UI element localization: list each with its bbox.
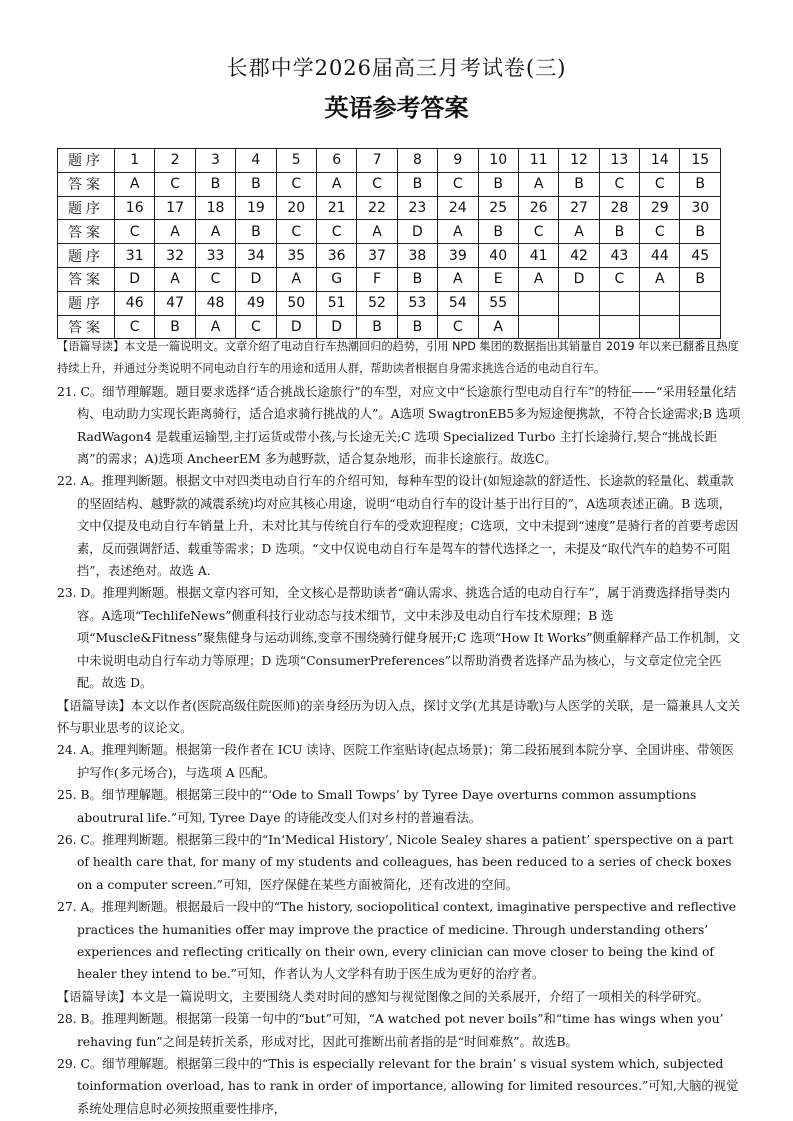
answer-cell: D: [316, 315, 356, 339]
row-label-answer: 答案: [58, 315, 115, 339]
answer-cell: C: [316, 220, 356, 244]
answer-cell: B: [155, 315, 195, 339]
question-number-cell: 3: [195, 149, 235, 173]
question-number-cell: 21: [316, 196, 356, 220]
question-number-cell: 32: [155, 244, 195, 268]
question-number-cell: 20: [276, 196, 316, 220]
question-number-cell: 2: [155, 149, 195, 173]
answer-cell: B: [680, 267, 721, 291]
row-label-question: 题序: [58, 244, 115, 268]
answer-row: [58, 220, 721, 244]
answer-cell: B: [599, 220, 639, 244]
exam-title: 长郡中学2026届高三月考试卷(三): [226, 56, 567, 80]
passage-guide-1: 【语篇导读】本文是一篇说明文。文章介绍了电动自行车热潮回归的趋势，引用 NPD 集团的数据指出其销量自 2019 年以来已翻番且热度持续上升，并通过分类说明不同电动自行车的用途和适用人群，帮助读者根据自身需求挑选合适的电动自行车。: [57, 340, 739, 376]
explanation-28: 28. B。推理判断题。根据第一段第一句中的“but”可知，“A watched pot never boils”和“time has wings when you’ rehaving fun”之间是转折关系，形成对比，因此可推断出前者指的是“时间难熬”。故选B。: [57, 1012, 724, 1049]
answer-cell: B: [680, 172, 721, 196]
question-number-cell: 42: [559, 244, 599, 268]
answer-cell: B: [357, 315, 397, 339]
question-number-cell: 55: [478, 291, 518, 315]
question-number-cell: [640, 291, 680, 315]
answer-cell: B: [559, 172, 599, 196]
question-number-cell: [680, 291, 721, 315]
answer-cell: B: [397, 172, 437, 196]
explanation-26: 26. C。推理判断题。根据第三段中的“In‘Medical History’, Nicole Sealey shares a patient’ sperspective on a part of health care that, for many of my students and colleagues, has been reduced to a series of check boxes on a computer screen.”可知，医疗保健在某些方面被简化，还有改进的空间。: [57, 832, 734, 892]
answer-cell: C: [357, 172, 397, 196]
answer-cell: C: [195, 267, 235, 291]
question-number-cell: 28: [599, 196, 639, 220]
answer-key-title: 英语参考答案: [324, 94, 469, 122]
answer-cell: B: [397, 315, 437, 339]
question-number-cell: 41: [518, 244, 558, 268]
question-number-cell: 7: [357, 149, 397, 173]
answer-cell: C: [599, 172, 639, 196]
answer-cell: D: [276, 315, 316, 339]
question-number-cell: 34: [236, 244, 276, 268]
question-number-cell: 14: [640, 149, 680, 173]
explanation-24: 24. A。推理判断题。根据第一段作者在 ICU 读诗、医院工作室贴诗(起点场景)；第二段拓展到本院分享、全国讲座、带领医护写作(多元场合)，与选项 A 匹配。: [57, 743, 734, 780]
question-number-cell: 12: [559, 149, 599, 173]
question-number-cell: 16: [115, 196, 155, 220]
question-number-cell: 22: [357, 196, 397, 220]
question-number-cell: 35: [276, 244, 316, 268]
question-number-cell: 37: [357, 244, 397, 268]
question-number-cell: 23: [397, 196, 437, 220]
answer-cell: C: [640, 172, 680, 196]
answer-cell: C: [115, 220, 155, 244]
answer-cell: D: [397, 220, 437, 244]
question-number-cell: 45: [680, 244, 721, 268]
question-number-cell: 27: [559, 196, 599, 220]
answer-cell: B: [680, 220, 721, 244]
answer-cell: A: [195, 220, 235, 244]
answer-cell: A: [518, 172, 558, 196]
question-number-cell: 11: [518, 149, 558, 173]
answer-cell: A: [357, 220, 397, 244]
question-number-cell: 9: [438, 149, 478, 173]
answer-cell: C: [438, 172, 478, 196]
question-number-cell: 1: [115, 149, 155, 173]
question-number-cell: 38: [397, 244, 437, 268]
question-number-cell: 48: [195, 291, 235, 315]
question-number-row: [58, 291, 721, 315]
question-number-cell: 52: [357, 291, 397, 315]
answer-cell: A: [438, 220, 478, 244]
answer-cell: C: [276, 220, 316, 244]
question-number-cell: 4: [236, 149, 276, 173]
answer-cell: C: [640, 220, 680, 244]
answer-cell: A: [276, 267, 316, 291]
row-label-answer: 答案: [58, 267, 115, 291]
question-number-cell: [518, 291, 558, 315]
row-label-question: 题序: [58, 149, 115, 173]
question-number-cell: 6: [316, 149, 356, 173]
passage-guide-3: 【语篇导读】本文是一篇说明文，主要围绕人类对时间的感知与视觉图像之间的关系展开，介绍了一项相关的科学研究。: [57, 989, 709, 1004]
question-number-cell: 39: [438, 244, 478, 268]
question-number-cell: 29: [640, 196, 680, 220]
question-number-cell: 46: [115, 291, 155, 315]
question-number-cell: 8: [397, 149, 437, 173]
question-number-cell: [559, 291, 599, 315]
question-number-cell: 17: [155, 196, 195, 220]
question-number-cell: 26: [518, 196, 558, 220]
answer-row: [58, 267, 721, 291]
explanation-23: 23. D。推理判断题。根据文章内容可知，全文核心是帮助读者“确认需求、挑选合适的电动自行车”，属于消费选择指导类内容。A选项“TechlifeNews”侧重科技行业动态与技术细节，文中未涉及电动自行车技术原理；B 选项“Muscle&Fitness”聚焦健身与运动训练,变章不围绕骑行健身展开;C 选项“How It Works”侧重解释产品工作机制，文中未说明电动自行车动力等原理；D 选项“ConsumerPreferences”以帮助消费者选择产品为核心，与文章定位完全匹配。故选 D。: [57, 586, 741, 691]
answer-cell: B: [236, 172, 276, 196]
answer-cell: F: [357, 267, 397, 291]
answer-cell: D: [236, 267, 276, 291]
explanations: [57, 336, 743, 1120]
answer-cell: G: [316, 267, 356, 291]
answer-cell: A: [438, 267, 478, 291]
row-label-answer: 答案: [58, 220, 115, 244]
answer-cell: A: [559, 220, 599, 244]
answer-cell: B: [236, 220, 276, 244]
question-number-cell: 5: [276, 149, 316, 173]
answer-cell: B: [397, 267, 437, 291]
question-number-cell: 40: [478, 244, 518, 268]
answer-cell: E: [478, 267, 518, 291]
question-number-cell: 24: [438, 196, 478, 220]
question-number-row: [58, 196, 721, 220]
answer-cell: B: [478, 172, 518, 196]
passage-guide-2: 【语篇导读】本文以作者(医院高级住院医师)的亲身经历为切入点，探讨文学(尤其是诗歌)与人医学的关联，是一篇兼具人文关怀与职业思考的议论文。: [57, 698, 741, 735]
question-number-cell: 49: [236, 291, 276, 315]
question-number-cell: 36: [316, 244, 356, 268]
question-number-cell: 51: [316, 291, 356, 315]
answer-cell: A: [155, 220, 195, 244]
answer-cell: C: [236, 315, 276, 339]
question-number-cell: 53: [397, 291, 437, 315]
question-number-cell: 19: [236, 196, 276, 220]
row-label-answer: 答案: [58, 172, 115, 196]
answer-cell: B: [195, 172, 235, 196]
answer-cell: C: [155, 172, 195, 196]
question-number-cell: 50: [276, 291, 316, 315]
answer-row: [58, 172, 721, 196]
explanation-27: 27. A。推理判断题。根据最后一段中的“The history, sociopolitical context, imaginative perspective and reflective practices the humanities offer may improve the practice of medicine. Through understanding others’ experiences and reflecting critically on their own, every clinician can move closer to being the kind of healer they intend to be.”可知，作者认为人文学科有助于医生成为更好的治疗者。: [57, 900, 737, 982]
question-number-cell: 43: [599, 244, 639, 268]
answer-cell: A: [640, 267, 680, 291]
answer-cell: A: [155, 267, 195, 291]
question-number-cell: 25: [478, 196, 518, 220]
answer-cell: D: [559, 267, 599, 291]
answer-table: [57, 148, 721, 339]
question-number-cell: [599, 291, 639, 315]
explanation-29: 29. C。细节理解题。根据第三段中的“This is especially relevant for the brain’ s visual system which, subjected toinformation overload, has to rank in order of importance, allowing for limited resources.”可知,大脑的视觉系统处理信息时必须按照重要性排序，: [57, 1057, 739, 1116]
question-number-cell: 10: [478, 149, 518, 173]
answer-cell: C: [115, 315, 155, 339]
question-number-cell: 54: [438, 291, 478, 315]
question-number-row: [58, 244, 721, 268]
question-number-cell: 33: [195, 244, 235, 268]
explanation-21: 21. C。细节理解题。题目要求选择“适合挑战长途旅行”的车型，对应文中“长途旅行型电动自行车”的特征——“采用轻量化结构、电动助力实现长距离骑行，适合追求骑行挑战的人”。A选项 SwagtronEB5多为短途便携款，不符合长途需求;B 选项 RadWagon4 是载重运输型,主打运货或带小孩,与长途无关;C 选项 Specialized Turbo 主打长途骑行,契合“挑战长距离”的需求；A)选项 AncheerEM 多为越野款，适合复杂地形，而非长途旅行。故选C。: [57, 384, 741, 467]
row-label-question: 题序: [58, 196, 115, 220]
explanation-22: 22. A。推理判断题。根据文中对四类电动自行车的介绍可知，每种车型的设计(如短途款的舒适性、长途款的轻量化、载重款的坚固结构、越野款的减震系统)均对应其核心用途，说明“电动自行车的设计基于出行目的”，A选项表述正确。B 选项，文中仅提及电动自行车销量上升，未对比其与传统自行车的受欢迎程度；C选项，文中未提到“速度”是骑行者的首要考虑因素，反而强调舒适、载重等需求；D 选项。“文中仅说电动自行车是驾车的替代选择之一，未提及“取代汽车的趋势不可阻挡”，表述绝对。故选 A.: [57, 474, 739, 579]
question-number-cell: 18: [195, 196, 235, 220]
question-number-cell: 30: [680, 196, 721, 220]
answer-cell: B: [478, 220, 518, 244]
question-number-cell: 44: [640, 244, 680, 268]
answer-cell: C: [599, 267, 639, 291]
question-number-cell: 15: [680, 149, 721, 173]
answer-cell: A: [316, 172, 356, 196]
question-number-cell: 31: [115, 244, 155, 268]
answer-cell: C: [518, 220, 558, 244]
answer-cell: A: [115, 172, 155, 196]
question-number-cell: 13: [599, 149, 639, 173]
question-number-cell: 47: [155, 291, 195, 315]
row-label-question: 题序: [58, 291, 115, 315]
explanation-25: 25. B。细节理解题。根据第三段中的“‘Ode to Small Towps’ by Tyree Daye overturns common assumptions aboutrural life.”可知, Tyree Daye 的诗能改变人们对乡村的普遍看法。: [57, 788, 697, 825]
answer-cell: A: [195, 315, 235, 339]
answer-cell: A: [478, 315, 518, 339]
question-number-row: [58, 149, 721, 173]
answer-cell: C: [438, 315, 478, 339]
answer-cell: C: [276, 172, 316, 196]
answer-cell: A: [518, 267, 558, 291]
answer-cell: D: [115, 267, 155, 291]
